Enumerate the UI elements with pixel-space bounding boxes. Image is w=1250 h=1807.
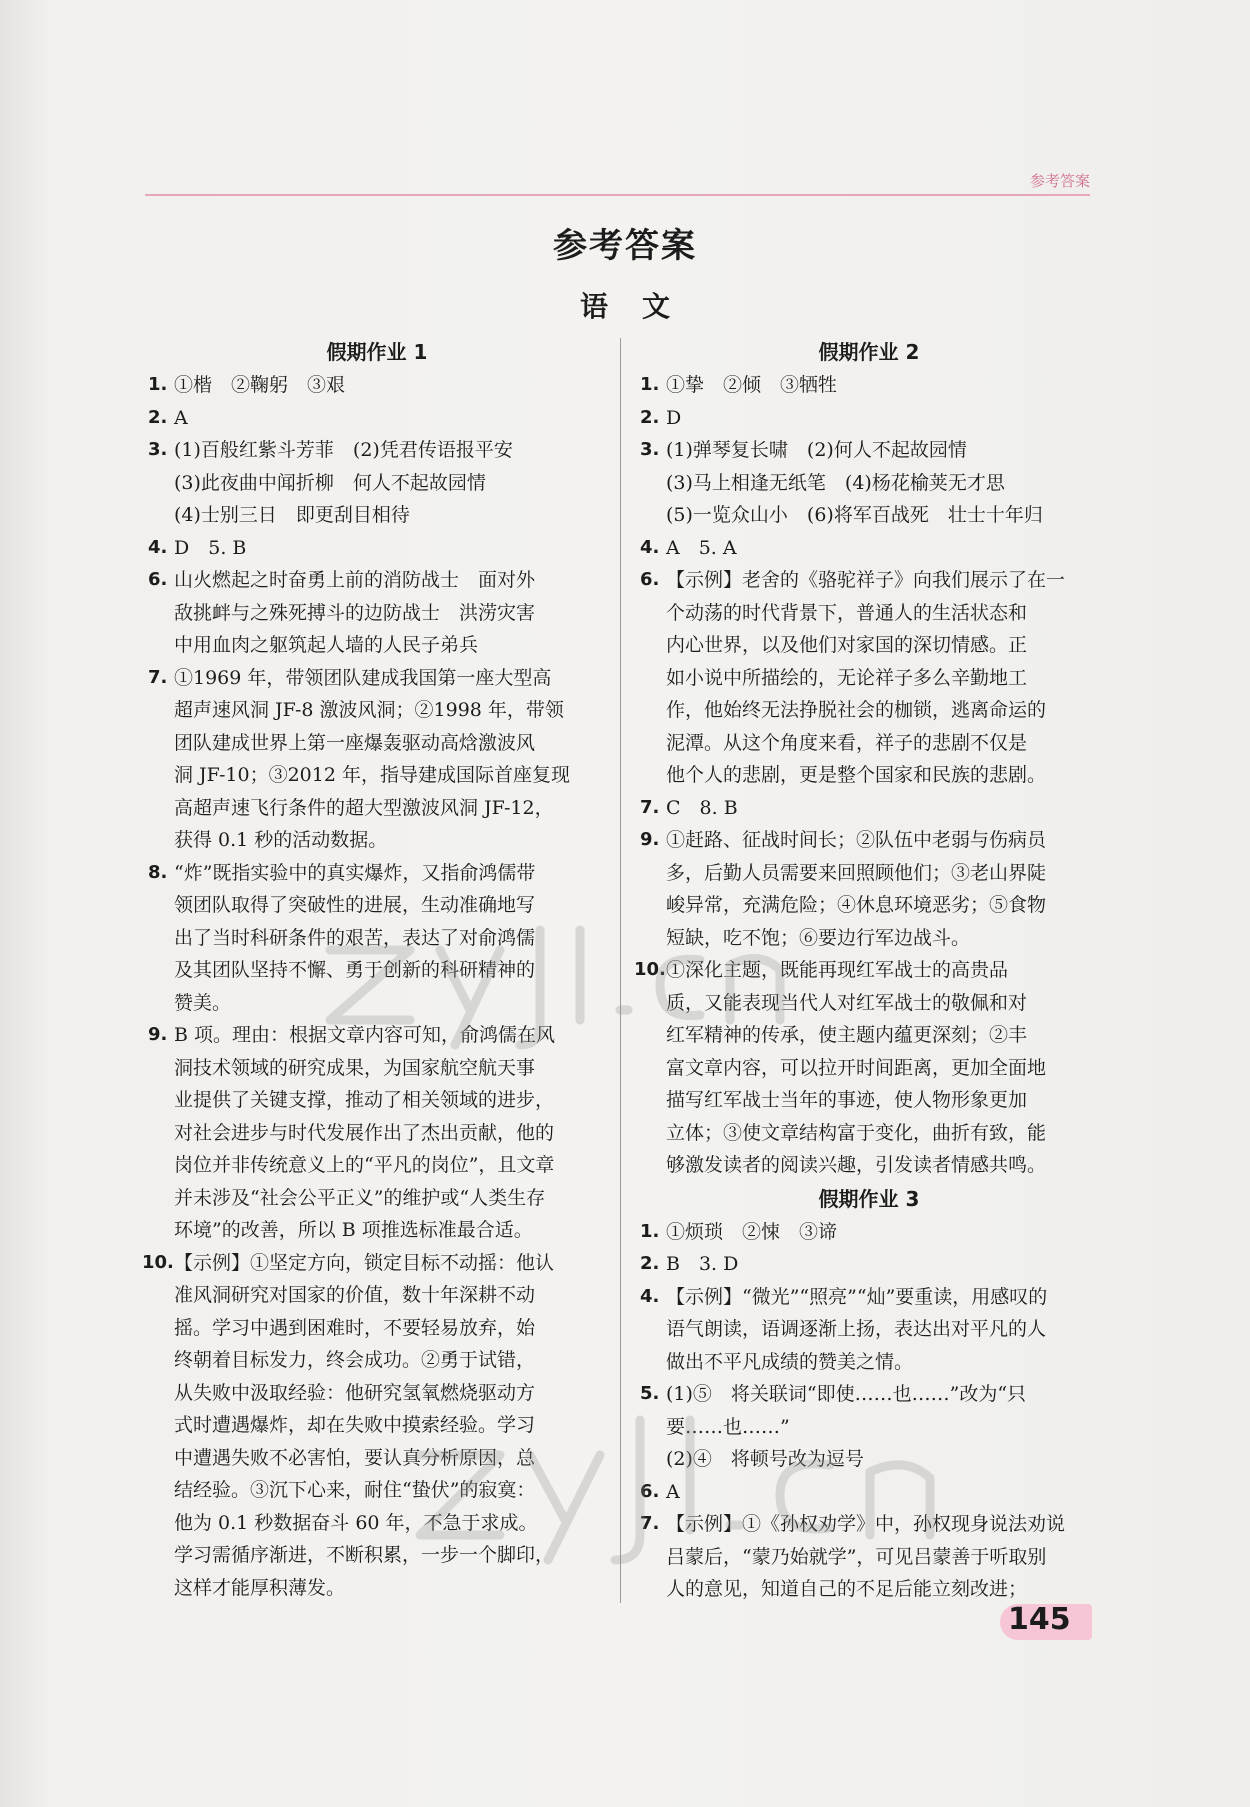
answer-number: 6. bbox=[640, 1480, 660, 1502]
answer-line: (4)士别三日 即更刮目相待 bbox=[174, 504, 410, 526]
answer-line: 并未涉及“社会公平正义”的维护或“人类生存 bbox=[174, 1186, 546, 1209]
answer-line: 峻异常，充满危险；④休息环境恶劣；⑤食物 bbox=[666, 894, 1047, 916]
answer-number: 5. bbox=[640, 1383, 660, 1404]
answer-line: 富文章内容，可以拉开时间距离，更加全面地 bbox=[666, 1056, 1047, 1079]
answer-line: 领团队取得了突破性的进展，生动准确地写 bbox=[174, 894, 536, 916]
answer-line: (3)马上相逢无纸笔 (4)杨花榆荚无才思 bbox=[666, 471, 1005, 494]
answer-line: 红军精神的传承，使主题内蕴更深刻；②丰 bbox=[666, 1024, 1028, 1046]
answer-item bbox=[148, 662, 606, 857]
answer-line: 够激发读者的阅读兴趣，引发读者情感共鸣。 bbox=[666, 1154, 1047, 1176]
answer-item bbox=[640, 792, 1098, 825]
answer-line: 及其团队坚持不懈、勇于创新的科研精神的 bbox=[174, 959, 536, 981]
answer-line: D 5. B bbox=[174, 536, 247, 559]
answer-line: A bbox=[666, 1480, 680, 1503]
answer-line: ①楷 ②鞠躬 ③艰 bbox=[174, 374, 346, 396]
answer-item bbox=[148, 1019, 606, 1247]
answer-line: (1)弹琴复长啸 (2)何人不起故园情 bbox=[666, 439, 967, 461]
answer-line: 式时遭遇爆炸，却在失败中摸索经验。学习 bbox=[174, 1414, 536, 1436]
answer-line: 准风洞研究对国家的价值，数十年深耕不动 bbox=[174, 1284, 536, 1306]
answer-number: 6. bbox=[640, 569, 660, 590]
answer-number: 8. bbox=[148, 861, 168, 883]
answer-item bbox=[640, 1378, 1098, 1476]
answer-line: 他为 0.1 秒数据奋斗 60 年，不急于求成。 bbox=[174, 1511, 538, 1534]
answer-line: 山火燃起之时奋勇上前的消防战士 面对外 bbox=[174, 569, 536, 591]
answer-item bbox=[148, 857, 606, 1020]
subject-title: 语文 bbox=[579, 290, 704, 323]
answer-line: 质，又能表现当代人对红军战士的敬佩和对 bbox=[666, 991, 1028, 1014]
answer-line: 团队建成世界上第一座爆轰驱动高焓激波风 bbox=[174, 731, 536, 754]
answer-number: 2. bbox=[148, 406, 168, 428]
answer-line: ①烦琐 ②悚 ③谛 bbox=[666, 1220, 838, 1243]
answer-number: 2. bbox=[640, 406, 660, 428]
answer-line: 环境”的改善，所以 B 项推选标准最合适。 bbox=[174, 1219, 533, 1241]
answer-item bbox=[640, 434, 1098, 532]
answer-list bbox=[634, 369, 1098, 1182]
answer-line: ①挚 ②倾 ③牺牲 bbox=[666, 374, 838, 396]
answer-line: 如小说中所描绘的，无论祥子多么辛勤地工 bbox=[666, 666, 1028, 689]
answer-line: 【示例】“微光”“照亮”“灿”要重读，用感叹的 bbox=[666, 1285, 1048, 1308]
answer-line: 高超声速飞行条件的超大型激波风洞 JF-12， bbox=[174, 796, 554, 819]
answer-line: A 5. A bbox=[666, 536, 737, 559]
answer-line: 终朝着目标发力，终会成功。②勇于试错， bbox=[174, 1349, 536, 1371]
answer-line: 吕蒙后，“蒙乃始就学”，可见吕蒙善于听取别 bbox=[666, 1545, 1047, 1568]
answer-number: 1. bbox=[148, 374, 168, 395]
answer-number: 10. bbox=[634, 959, 666, 980]
answer-item bbox=[640, 1248, 1098, 1281]
answer-item bbox=[142, 1247, 606, 1605]
answer-line: 对社会进步与时代发展作出了杰出贡献，他的 bbox=[174, 1121, 555, 1144]
answer-item bbox=[148, 532, 606, 565]
answer-item bbox=[640, 402, 1098, 435]
answer-item bbox=[640, 369, 1098, 402]
answer-line: 【示例】①坚定方向，锁定目标不动摇：他认 bbox=[174, 1251, 555, 1274]
answer-line: 这样才能厚积薄发。 bbox=[174, 1576, 346, 1599]
answer-item bbox=[640, 1216, 1098, 1249]
answer-number: 1. bbox=[640, 374, 660, 395]
answer-line: 做出不平凡成绩的赞美之情。 bbox=[666, 1350, 914, 1373]
answer-line: 语气朗读，语调逐渐上扬，表达出对平凡的人 bbox=[666, 1318, 1047, 1340]
answer-line: B 3. D bbox=[666, 1253, 739, 1275]
answer-line: 【示例】①《孙权劝学》中，孙权现身说法劝说 bbox=[666, 1513, 1066, 1535]
answer-line: 摇。学习中遇到困难时，不要轻易放弃，始 bbox=[174, 1316, 536, 1339]
answer-line: 人的意见，知道自己的不足后能立刻改进； bbox=[666, 1578, 1028, 1600]
answer-line: 内心世界，以及他们对家国的深切情感。正 bbox=[666, 634, 1028, 656]
answer-line: 从失败中汲取经验：他研究氢氧燃烧驱动方 bbox=[174, 1381, 536, 1404]
answer-item bbox=[640, 1281, 1098, 1379]
header-rule bbox=[145, 194, 1090, 196]
section-title: 假期作业 1 bbox=[326, 340, 428, 364]
answer-line: 洞技术领域的研究成果，为国家航空航天事 bbox=[174, 1056, 536, 1079]
answer-number: 4. bbox=[640, 536, 660, 558]
answer-number: 1. bbox=[640, 1220, 660, 1242]
answer-line: 要……也……” bbox=[666, 1415, 790, 1438]
answer-item bbox=[640, 824, 1098, 954]
answer-line: ①1969 年，带领团队建成我国第一座大型高 bbox=[174, 666, 552, 689]
answer-line: 短缺，吃不饱；⑥要边行军边战斗。 bbox=[666, 926, 971, 949]
answer-line: 洞 JF-10；③2012 年，指导建成国际首座复现 bbox=[174, 764, 570, 786]
answer-line: B 项。理由：根据文章内容可知，俞鸿儒在风 bbox=[174, 1024, 556, 1046]
answer-item bbox=[148, 564, 606, 662]
section-title: 假期作业 2 bbox=[818, 340, 920, 364]
answer-line: 获得 0.1 秒的活动数据。 bbox=[174, 829, 388, 851]
answer-line: 结经验。③沉下心来，耐住“蛰伏”的寂寞： bbox=[174, 1479, 536, 1501]
answer-number: 2. bbox=[640, 1253, 660, 1274]
answer-list bbox=[640, 1216, 1098, 1606]
answer-line: “炸”既指实验中的真实爆炸，又指俞鸿儒带 bbox=[174, 861, 536, 884]
answer-number: 4. bbox=[148, 536, 168, 558]
answer-line: 【示例】老舍的《骆驼祥子》向我们展示了在一 bbox=[666, 569, 1066, 591]
answer-line: 多，后勤人员需要来回照顾他们；③老山界陡 bbox=[666, 861, 1047, 884]
answer-item bbox=[640, 1508, 1098, 1606]
answer-line: 敌挑衅与之殊死搏斗的边防战士 洪涝灾害 bbox=[174, 601, 536, 624]
page-title: 参考答案 bbox=[553, 226, 697, 266]
answer-line: A bbox=[174, 406, 188, 429]
answer-item bbox=[148, 369, 606, 402]
answer-item bbox=[640, 532, 1098, 565]
answer-number: 10. bbox=[142, 1251, 174, 1273]
answer-number: 7. bbox=[640, 1513, 660, 1534]
answer-line: 岗位并非传统意义上的“平凡的岗位”，且文章 bbox=[174, 1154, 555, 1176]
running-header: 参考答案 bbox=[1029, 172, 1090, 190]
answer-line: ①赶路、征战时间长；②队伍中老弱与伤病员 bbox=[666, 829, 1047, 851]
answer-line: 赞美。 bbox=[174, 991, 232, 1014]
answer-number: 7. bbox=[148, 666, 168, 688]
answer-line: (1)⑤ 将关联词“即使……也……”改为“只 bbox=[666, 1383, 1027, 1405]
answer-line: D bbox=[666, 406, 682, 429]
page-number: 145 bbox=[1008, 1602, 1071, 1637]
answer-line: 业提供了关键支撑，推动了相关领域的进步， bbox=[174, 1089, 555, 1111]
answer-line: 学习需循序渐进，不断积累，一步一个脚印， bbox=[174, 1544, 555, 1566]
answer-line: (5)一览众山小 (6)将军百战死 壮士十年归 bbox=[666, 504, 1043, 526]
answer-line: 出了当时科研条件的艰苦，表达了对俞鸿儒 bbox=[174, 926, 536, 949]
answer-line: 个动荡的时代背景下，普通人的生活状态和 bbox=[666, 601, 1028, 624]
answer-line: 中遭遇失败不必害怕，要认真分析原因，总 bbox=[174, 1446, 536, 1469]
answer-number: 9. bbox=[640, 829, 660, 850]
answer-item bbox=[148, 434, 606, 532]
answer-line: 作，他始终无法挣脱社会的枷锁，逃离命运的 bbox=[666, 699, 1047, 721]
answer-list bbox=[142, 369, 606, 1604]
answer-line: (2)④ 将顿号改为逗号 bbox=[666, 1448, 864, 1470]
answer-number: 9. bbox=[148, 1024, 168, 1045]
answer-line: 中用血肉之躯筑起人墙的人民子弟兵 bbox=[174, 634, 479, 656]
answer-line: C 8. B bbox=[666, 796, 738, 819]
answer-line: 立体；③使文章结构富于变化，曲折有致，能 bbox=[666, 1121, 1047, 1144]
answer-number: 3. bbox=[640, 439, 660, 460]
answer-number: 7. bbox=[640, 796, 660, 818]
answer-number: 3. bbox=[148, 439, 168, 460]
answer-number: 6. bbox=[148, 569, 168, 590]
answer-item bbox=[634, 954, 1098, 1182]
answer-item bbox=[148, 402, 606, 435]
answer-line: 超声速风洞 JF-8 激波风洞；②1998 年，带领 bbox=[174, 699, 564, 721]
column-divider bbox=[620, 338, 621, 1603]
answer-item bbox=[640, 1476, 1098, 1509]
answer-line: 他个人的悲剧，更是整个国家和民族的悲剧。 bbox=[666, 764, 1047, 786]
right-column bbox=[634, 335, 1098, 1606]
answer-line: (3)此夜曲中闻折柳 何人不起故园情 bbox=[174, 471, 486, 494]
answer-number: 4. bbox=[640, 1285, 660, 1307]
answer-line: ①深化主题，既能再现红军战士的高贵品 bbox=[666, 959, 1009, 981]
answer-item bbox=[640, 564, 1098, 792]
answer-line: 描写红军战士当年的事迹，使人物形象更加 bbox=[666, 1089, 1028, 1111]
answer-line: (1)百般红紫斗芳菲 (2)凭君传语报平安 bbox=[174, 439, 513, 461]
left-column bbox=[142, 335, 606, 1604]
section-title: 假期作业 3 bbox=[818, 1186, 920, 1211]
answer-line: 泥潭。从这个角度来看，祥子的悲剧不仅是 bbox=[666, 731, 1028, 754]
